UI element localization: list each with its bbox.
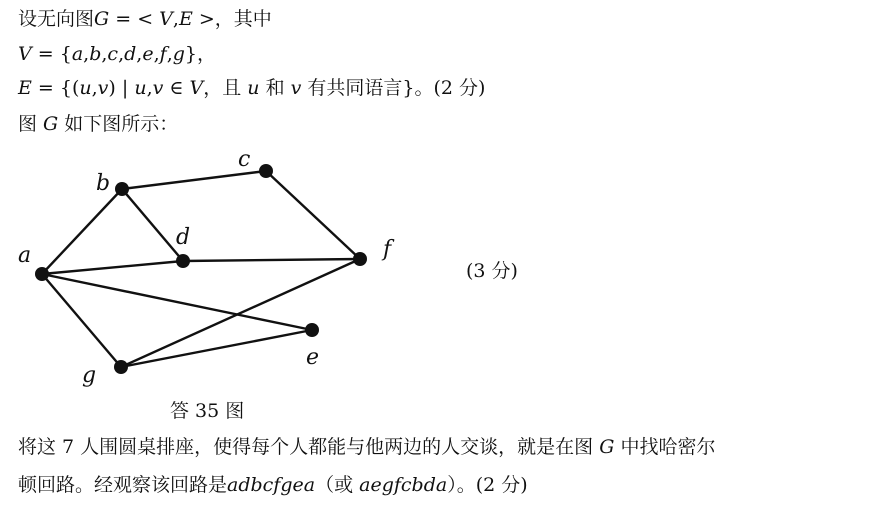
math-symbol: v <box>152 77 164 99</box>
math-symbol: d <box>124 43 137 65</box>
math-symbol: G <box>43 113 59 135</box>
vertex-e <box>305 323 319 337</box>
text-fragment: 有共同语言}。(2 分) <box>301 77 486 99</box>
text-fragment: = {( <box>31 77 80 99</box>
math-symbol: V <box>18 43 32 65</box>
math-symbol: v <box>97 77 109 99</box>
vertex-c <box>259 164 273 178</box>
text-fragment: = < <box>109 8 160 30</box>
edge-e-g <box>121 330 312 367</box>
math-symbol: g <box>172 43 185 65</box>
vertex-b <box>115 182 129 196</box>
edge-a-b <box>42 189 122 274</box>
math-symbol: e <box>142 43 154 65</box>
edge-c-f <box>266 171 360 259</box>
text-fragment: 将这 7 人围圆桌排座，使得每个人都能与他两边的人交谈，就是在图 <box>18 436 600 458</box>
text-fragment: , <box>136 43 143 65</box>
problem-line-2 <box>18 41 216 67</box>
text-fragment: 和 <box>259 77 291 99</box>
text-fragment: 顿回路。经观察该回路是 <box>18 474 228 496</box>
math-symbol: G <box>94 8 110 30</box>
math-symbol: f <box>159 43 167 65</box>
vertex-d <box>176 254 190 268</box>
hamilton-circuit-alt: aegfcbda <box>359 474 448 496</box>
text-fragment: }， <box>184 43 216 65</box>
text-fragment: , <box>146 77 153 99</box>
vertex-label-e: e <box>306 345 320 370</box>
edge-d-f <box>183 259 360 261</box>
math-symbol: u <box>247 77 260 99</box>
math-symbol: G <box>599 436 615 458</box>
answer-line-2 <box>18 472 528 498</box>
vertex-label-c: c <box>238 147 251 172</box>
text-fragment: , <box>83 43 90 65</box>
math-symbol: V <box>189 77 204 99</box>
text-fragment: 设无向图 <box>18 8 95 30</box>
hamilton-circuit: adbcfgea <box>227 474 316 496</box>
text-fragment: （或 <box>315 474 360 496</box>
text-fragment: >，其中 <box>192 8 272 30</box>
text-fragment: ）。(2 分) <box>447 474 528 496</box>
edge-a-d <box>42 261 183 274</box>
vertex-label-g: g <box>82 363 97 388</box>
text-fragment: = { <box>31 43 72 65</box>
vertex-label-b: b <box>96 171 111 196</box>
text-fragment: 如下图所示： <box>58 113 179 135</box>
vertex-label-d: d <box>176 225 191 250</box>
vertex-f <box>353 252 367 266</box>
math-symbol: u <box>134 77 147 99</box>
answer-line-1 <box>18 434 715 460</box>
problem-line-3 <box>18 75 485 101</box>
text-fragment: , <box>118 43 125 65</box>
vertex-label-a: a <box>18 243 32 268</box>
text-fragment: 图 <box>18 113 44 135</box>
text-fragment: 中找哈密尔 <box>614 436 716 458</box>
math-symbol: V <box>159 8 173 30</box>
math-symbol: E <box>178 8 193 30</box>
text-fragment: , <box>166 43 173 65</box>
problem-line-1 <box>18 6 272 32</box>
math-symbol: u <box>79 77 92 99</box>
vertex-label-f: f <box>383 237 392 262</box>
text-fragment: , <box>153 43 160 65</box>
vertex-a <box>35 267 49 281</box>
text-fragment: ，且 <box>203 77 248 99</box>
edge-f-g <box>121 259 360 367</box>
math-symbol: b <box>89 43 102 65</box>
text-fragment: , <box>172 8 179 30</box>
text-fragment: ∈ <box>163 77 190 99</box>
problem-line-4 <box>18 111 178 137</box>
graph-edges <box>42 171 360 367</box>
edge-b-d <box>122 189 183 261</box>
text-fragment: ) | <box>108 77 135 99</box>
text-fragment: , <box>91 77 98 99</box>
text-fragment: , <box>101 43 108 65</box>
score-note: (3 分) <box>466 260 518 282</box>
math-symbol: c <box>107 43 119 65</box>
figure-caption: 答 35 图 <box>170 400 245 422</box>
math-symbol: v <box>290 77 302 99</box>
vertex-g <box>114 360 128 374</box>
math-symbol: E <box>18 77 32 99</box>
edge-b-c <box>122 171 266 189</box>
math-symbol: a <box>71 43 84 65</box>
